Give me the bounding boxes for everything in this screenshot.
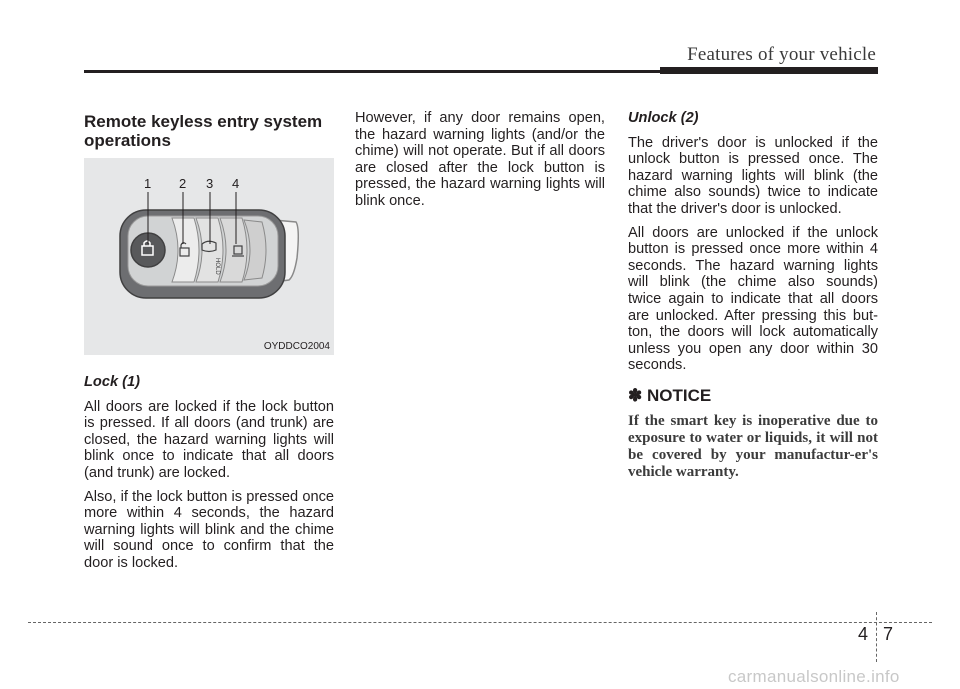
chapter-number: 4 xyxy=(858,624,869,644)
column-3 xyxy=(628,110,878,488)
footer-rule xyxy=(28,622,932,623)
figure-label: 4 xyxy=(232,176,240,191)
paragraph: However, if any door remains open, the hazard warning lights (and/or the chime) will not operate. But if all doors are closed after the lock button is pressed, the hazard warning lights will blink once. xyxy=(355,110,605,209)
column-2 xyxy=(355,110,605,217)
key-fob-illustration xyxy=(84,158,334,355)
figure-label: 3 xyxy=(206,176,214,191)
page-number-separator xyxy=(876,612,877,662)
watermark: carmanualsonline.info xyxy=(728,667,900,686)
lock-section xyxy=(84,374,334,579)
figure-caption: OYDDCO2004 xyxy=(263,341,330,352)
page-number: 7 xyxy=(883,624,894,644)
figure-label: 2 xyxy=(179,176,187,191)
unlock-paragraph-2: All doors are unlocked if the unlock button is pressed once more within 4 seconds. The hazard warning lights will blink (the chime also sounds) twice again to indicate that all doors are unlocked. After pressing this but-ton, the doors will lock automatically unless you open any door within 30 seconds. xyxy=(628,224,878,374)
figure-label: 1 xyxy=(144,176,152,191)
key-fob-figure xyxy=(84,158,334,355)
header-rule xyxy=(84,70,660,73)
notice-heading: ✽ NOTICE xyxy=(628,385,712,405)
lock-heading: Lock (1) xyxy=(84,374,140,390)
lock-paragraph-2: Also, if the lock button is pressed once more within 4 seconds, the hazard warning lights will blink and the chime will sound once to confirm that the door is locked. xyxy=(84,488,334,571)
section-heading: Remote keyless entry system operations xyxy=(84,112,323,150)
header-title: Features of your vehicle xyxy=(687,44,876,65)
hold-label: HOLD xyxy=(214,258,220,275)
notice-body: If the smart key is inoperative due to exposure to water or liquids, it will not be covered by your manufactur-er's vehicle warranty. xyxy=(628,412,878,480)
unlock-heading: Unlock (2) xyxy=(628,110,699,126)
header-rule-accent xyxy=(660,67,878,74)
lock-paragraph-1: All doors are locked if the lock button is pressed. If all doors (and trunk) are closed, the hazard warning lights will blink once to indicate that all doors (and trunk) are locked. xyxy=(84,398,334,481)
unlock-paragraph-1: The driver's door is unlocked if the unlock button is pressed once. The hazard warning lights will blink (the chime also sounds) twice to indicate that the driver's door is unlocked. xyxy=(628,134,878,217)
column-1 xyxy=(84,110,334,150)
